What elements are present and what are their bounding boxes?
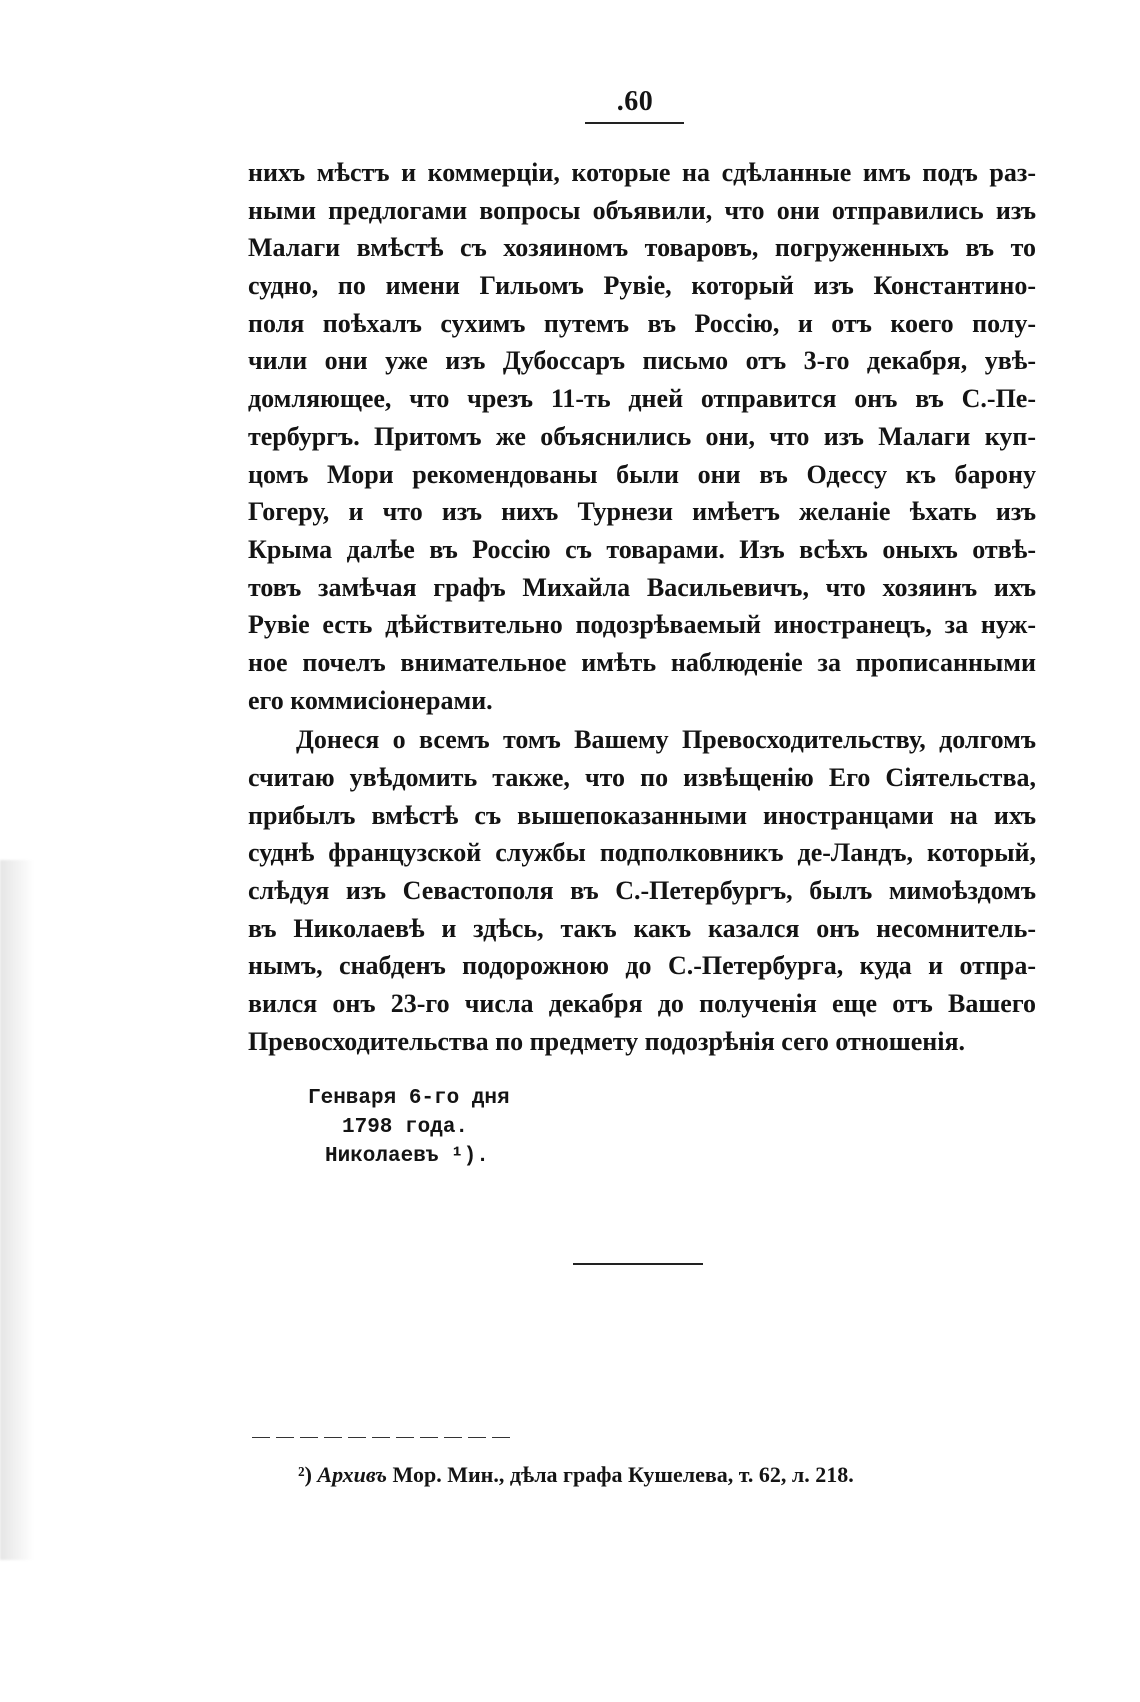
text-line: суднѣ французской службы подполковникъ де-Ландъ, который, (248, 838, 1036, 868)
text-line: чили они уже изъ Дубоссаръ письмо отъ 3-го декабря, увѣ- (248, 346, 1036, 376)
text-line: прибылъ вмѣстѣ съ вышепоказанными иностранцами на ихъ (248, 800, 1036, 830)
text-line: ное почелъ внимательное имѣть наблюденіе за прописанными (248, 647, 1036, 677)
text-line: судно, по имени Гильомъ Рувіе, который изъ Константино- (248, 271, 1036, 301)
paragraph-2 (248, 721, 1036, 1060)
text-line: товъ замѣчая графъ Михайла Васильевичъ, что хозяинъ ихъ (248, 572, 1036, 602)
text-line: Рувіе есть дѣйствительно подозрѣваемый иностранецъ, за нуж- (248, 610, 1036, 640)
footnote-separator (252, 1437, 514, 1438)
date-signature-block (308, 1084, 510, 1171)
footnote (298, 1462, 854, 1488)
scan-edge-shadow (0, 860, 34, 1560)
text-line: тербургъ. Притомъ же объяснились они, что изъ Малаги куп- (248, 421, 1036, 451)
footnote-source: Архивъ (317, 1462, 388, 1487)
signature-year: 1798 года. (342, 1116, 469, 1139)
text-line: въ Николаевѣ и здѣсь, такъ какъ казался онъ несомнитель- (248, 913, 1036, 943)
text-line: Крыма далѣе въ Россію съ товарами. Изъ всѣхъ оныхъ отвѣ- (248, 534, 1036, 564)
text-line: Донеся о всемъ томъ Вашему Превосходительству, долгомъ (296, 725, 1036, 755)
page-number: .60 (616, 86, 654, 117)
text-line: домляющее, что чрезъ 11-ть дней отправится онъ въ С.-Пе- (248, 384, 1036, 414)
text-line: считаю увѣдомить также, что по извѣщенію Его Сіятельства, (248, 763, 1036, 792)
signature-place: Николаевъ ¹). (325, 1145, 489, 1168)
footnote-text: Мор. Мин., дѣла графа Кушелева, т. 62, л. 218. (387, 1462, 854, 1487)
footnote-marker: ²) (298, 1462, 312, 1487)
text-line: цомъ Мори рекомендованы были они въ Одессу къ барону (248, 459, 1036, 489)
text-line: нымъ, снабденъ подорожною до С.-Петербурга, куда и отпра- (248, 951, 1036, 981)
text-line: Гогеру, и что изъ нихъ Турнези имѣетъ желаніе ѣхать изъ (248, 497, 1036, 527)
page-number-underline (585, 122, 684, 124)
text-line: Превосходительства по предмету подозрѣнія сего отношенія. (248, 1026, 966, 1056)
text-line: слѣдуя изъ Севастополя въ С.-Петербургъ, былъ мимоѣздомъ (248, 876, 1036, 906)
text-line: ными предлогами вопросы объявили, что они отправились изъ (248, 195, 1036, 225)
signature-date: Генваря 6-го дня (308, 1087, 510, 1110)
paragraph-1 (248, 154, 1036, 719)
text-line: его коммисіонерами. (248, 685, 493, 715)
body-text (248, 154, 1036, 1061)
section-end-rule (573, 1263, 703, 1265)
text-line: Малаги вмѣстѣ съ хозяиномъ товаровъ, погруженныхъ въ то (248, 233, 1036, 263)
text-line: нихъ мѣстъ и коммерціи, которые на сдѣланные имъ подъ раз- (248, 158, 1036, 187)
text-line: поля поѣхалъ сухимъ путемъ въ Россію, и отъ коего полу- (248, 308, 1036, 338)
text-line: вился онъ 23-го числа декабря до полученія еще отъ Вашего (248, 989, 1036, 1019)
